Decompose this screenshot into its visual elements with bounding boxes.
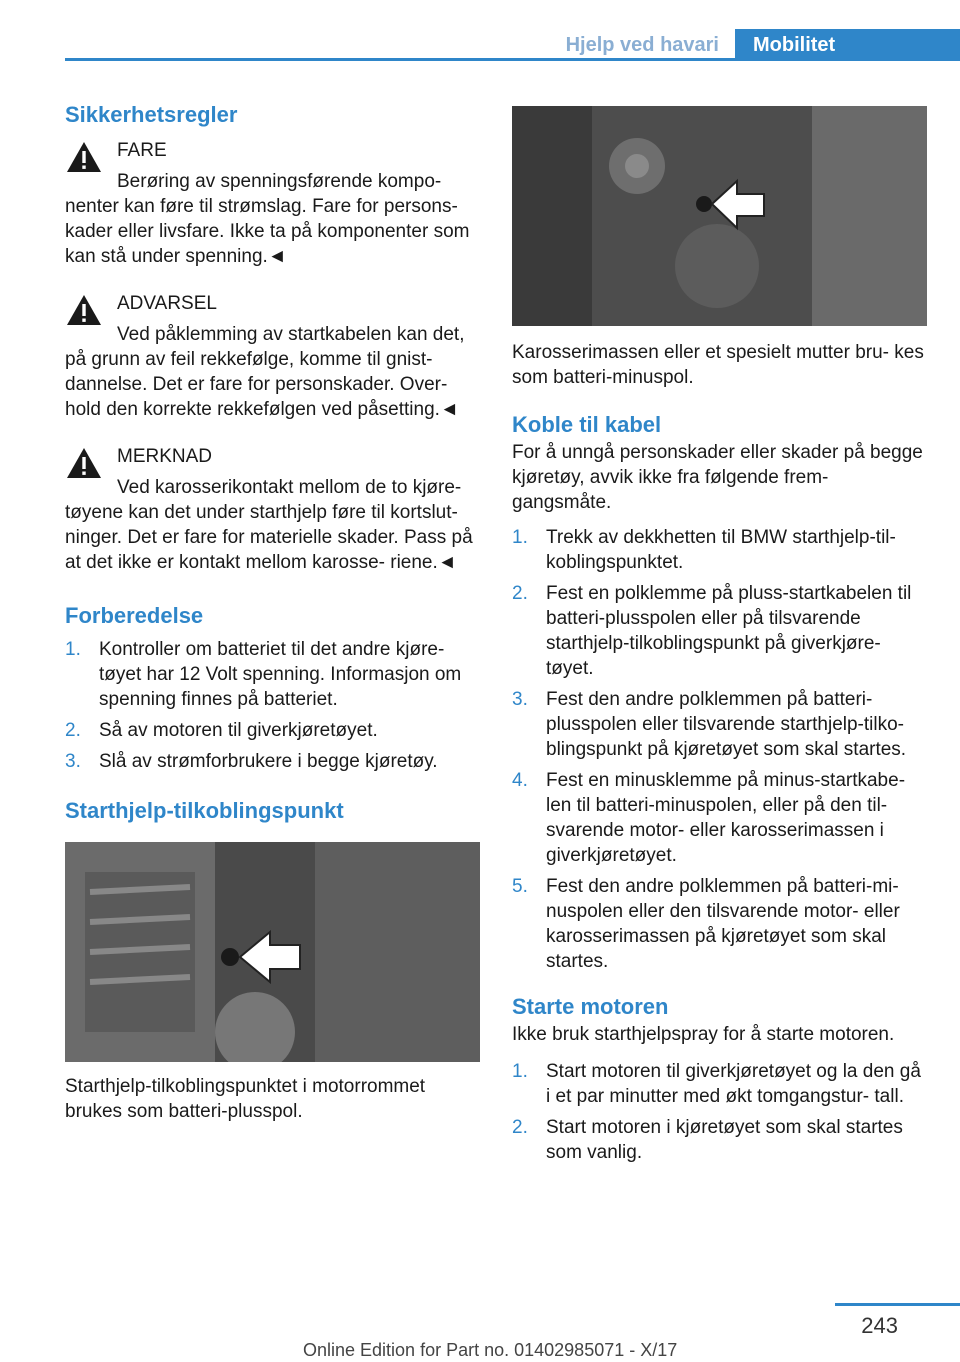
warning-triangle-icon <box>65 446 103 480</box>
start-intro: Ikke bruk starthjelpspray for å starte motoren. <box>512 1024 895 1045</box>
warning-label: ADVARSEL <box>117 293 217 314</box>
warning-text-first-line: Ved karosserikontakt mellom de to kjøre- <box>117 477 462 498</box>
list-item <box>512 525 927 575</box>
list-item <box>512 768 927 868</box>
right-column <box>512 106 927 1171</box>
list-item <box>65 718 480 743</box>
tab-hjelp-ved-havari[interactable]: Hjelp ved havari <box>565 33 719 56</box>
warning-text-rest: tøyene kan det under starthjelp føre til kortslut- ninger. Det er fare for materielle skader. Pass på at det ikke er kontakt mellom karosse- riene.◄ <box>65 502 473 573</box>
step-number: 4. <box>512 770 528 791</box>
engine-bay-photo-minus <box>512 106 927 326</box>
section-title-jump-point: Starthjelp-tilkoblingspunkt <box>65 798 344 823</box>
warning-text-first-line: Ved påklemming av startkabelen kan det, <box>117 324 465 345</box>
list-item <box>512 1115 927 1165</box>
list-item <box>65 749 480 774</box>
step-text: Trekk av dekkhetten til BMW starthjelp-til- koblingspunktet. <box>546 527 896 573</box>
warning-text <box>65 169 480 269</box>
warning-label: MERKNAD <box>117 446 213 467</box>
photo-caption: Karosserimassen eller et spesielt mutter bru- kes som batteri-minuspol. <box>512 342 924 388</box>
step-number: 1. <box>512 1061 528 1082</box>
left-column <box>65 100 480 1124</box>
tab-mobilitet[interactable]: Mobilitet <box>735 29 960 61</box>
page-number: 243 <box>861 1313 898 1338</box>
edition-footer: Online Edition for Part no. 01402985071 - X/17 <box>303 1340 678 1360</box>
section-title-start: Starte motoren <box>512 994 669 1019</box>
warning-block <box>65 444 480 575</box>
warning-block <box>65 138 480 269</box>
section-title-prep: Forberedelse <box>65 603 204 628</box>
section-title-connect: Koble til kabel <box>512 412 662 437</box>
step-text: Start motoren i kjøretøyet som skal startes som vanlig. <box>546 1117 903 1163</box>
footer-rule <box>835 1303 960 1306</box>
step-number: 1. <box>512 527 528 548</box>
step-text: Fest en polklemme på pluss-startkabelen til batteri-plusspolen eller på tilsvarende starthjelp-tilkoblingspunkt på giverkjøre- tøyet. <box>546 583 912 679</box>
list-item <box>512 874 927 974</box>
step-number: 3. <box>512 689 528 710</box>
connect-steps-list <box>512 525 927 974</box>
start-steps-list <box>512 1059 927 1165</box>
warning-triangle-icon <box>65 293 103 327</box>
step-text: Fest en minusklemme på minus-startkabe- len til batteri-minuspolen, eller på den til- svarende motor- eller karosserimassen i giverkjøretøyet. <box>546 770 906 866</box>
warning-triangle-icon <box>65 140 103 174</box>
step-number: 2. <box>65 720 81 741</box>
list-item <box>512 687 927 762</box>
engine-bay-illustration <box>512 106 927 326</box>
warning-label: FARE <box>117 140 167 161</box>
step-text: Slå av strømforbrukere i begge kjøretøy. <box>99 751 438 772</box>
step-number: 1. <box>65 639 81 660</box>
list-item <box>512 1059 927 1109</box>
step-text: Så av motoren til giverkjøretøyet. <box>99 720 378 741</box>
step-number: 3. <box>65 751 81 772</box>
warning-text-first-line: Berøring av spenningsførende kompo- <box>117 171 442 192</box>
warning-text <box>65 322 480 422</box>
step-text: Fest den andre polklemmen på batteri- plusspolen eller tilsvarende starthjelp-tilko- blingspunkt på kjøretøyet som skal startes. <box>546 689 907 760</box>
engine-bay-photo-plus <box>65 842 480 1062</box>
step-number: 2. <box>512 1117 528 1138</box>
step-text: Fest den andre polklemmen på batteri-mi- nuspolen eller den tilsvarende motor- eller karosserimassen på kjøretøyet som skal startes. <box>546 876 900 972</box>
connect-intro: For å unngå personskader eller skader på begge kjøretøy, avvik ikke fra følgende frem- gangsmåte. <box>512 442 923 513</box>
warning-block <box>65 291 480 422</box>
prep-steps-list <box>65 637 480 774</box>
list-item <box>512 581 927 681</box>
warning-text <box>65 475 480 575</box>
warning-text-rest: nenter kan føre til strømslag. Fare for persons- kader eller livsfare. Ikke ta på komponenter som kan stå under spenning.◄ <box>65 196 470 267</box>
list-item <box>65 637 480 712</box>
step-text: Start motoren til giverkjøretøyet og la den gå i et par minutter med økt tomgangstur- tall. <box>546 1061 921 1107</box>
step-number: 2. <box>512 583 528 604</box>
engine-bay-illustration <box>65 842 480 1062</box>
section-title-safety: Sikkerhetsregler <box>65 102 238 127</box>
page-header <box>65 25 960 61</box>
step-text: Kontroller om batteriet til det andre kjøre- tøyet har 12 Volt spenning. Informasjon om spenning finnes på batteriet. <box>99 639 462 710</box>
photo-caption: Starthjelp-tilkoblingspunktet i motorrommet brukes som batteri-plusspol. <box>65 1076 426 1122</box>
warning-text-rest: på grunn av feil rekkefølge, komme til gnist- dannelse. Det er fare for personskader. Over- hold den korrekte rekkefølgen ved påsetting.◄ <box>65 349 459 420</box>
header-rule <box>65 58 960 61</box>
step-number: 5. <box>512 876 528 897</box>
